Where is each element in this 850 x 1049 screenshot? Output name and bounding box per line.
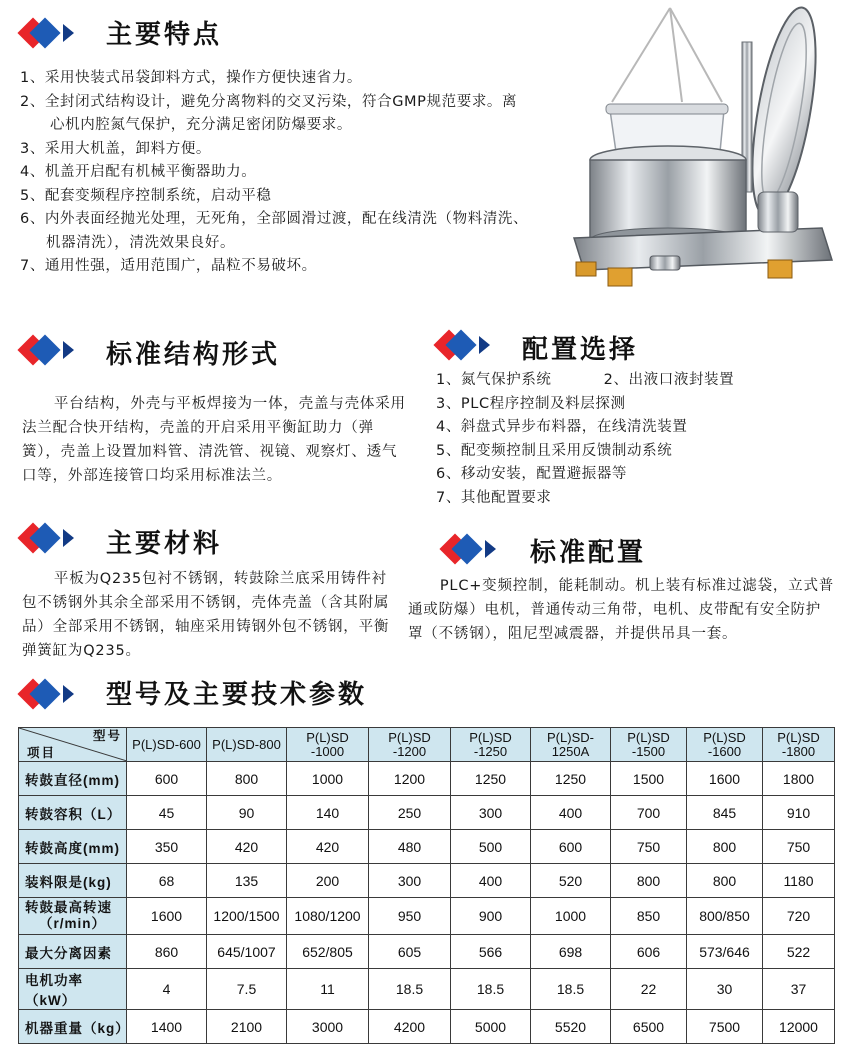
table-cell: 1200/1500 <box>207 898 287 935</box>
features-title: 主要特点 <box>106 20 223 50</box>
table-cell: 400 <box>451 864 531 898</box>
section-logo-icon <box>16 675 76 715</box>
table-row <box>19 898 835 935</box>
table-row <box>19 969 835 1010</box>
table-cell: 1200 <box>369 762 451 796</box>
option-item: 7、其他配置要求 <box>436 489 552 506</box>
model-name-line: P(L)SD <box>469 729 512 745</box>
model-header-cell <box>687 728 763 762</box>
table-cell: 1500 <box>611 762 687 796</box>
feature-item: 4、机盖开启配有机械平衡器助力。 <box>20 164 257 180</box>
table-cell: 3000 <box>287 1010 369 1044</box>
table-cell: 500 <box>451 830 531 864</box>
model-name-line: P(L)SD <box>777 729 820 745</box>
table-cell: 22 <box>611 969 687 1010</box>
table-cell: 600 <box>127 762 207 796</box>
table-cell: 845 <box>687 796 763 830</box>
feature-item: 心机内腔氮气保护，充分满足密闭防爆要求。 <box>50 117 352 133</box>
table-cell: 520 <box>531 864 611 898</box>
table-cell: 750 <box>763 830 835 864</box>
materials-text: 平板为Q235包衬不锈钢，转鼓除兰底采用铸件衬包不锈钢外其余全部采用不锈钢，壳体壳盖（含其附属品）全部采用不锈钢，轴座采用铸钢外包不锈钢，平衡弹簧缸为Q235。 <box>22 571 390 659</box>
option-item: 1、氮气保护系统 2、出液口液封装置 <box>436 372 735 388</box>
table-row <box>19 796 835 830</box>
table-cell: 1600 <box>687 762 763 796</box>
model-name-line: P(L)SD <box>627 729 670 745</box>
row-label-line: 电机功率（kW） <box>25 973 83 1008</box>
row-label-cell <box>19 935 127 969</box>
structure-title: 标准结构形式 <box>106 340 281 370</box>
row-label-line: 转鼓直径(mm) <box>25 772 120 788</box>
spec-table-body <box>19 728 835 1044</box>
options-list <box>436 369 734 510</box>
row-label-cell <box>19 762 127 796</box>
row-label-cell <box>19 830 127 864</box>
model-name-line: -1600 <box>707 743 742 759</box>
model-header-cell <box>451 728 531 762</box>
table-cell: 1250 <box>531 762 611 796</box>
model-header-cell <box>287 728 369 762</box>
table-cell: 90 <box>207 796 287 830</box>
centrifuge-machine-image <box>572 2 834 292</box>
table-cell: 18.5 <box>369 969 451 1010</box>
table-cell: 900 <box>451 898 531 935</box>
model-name-line: P(L)SD <box>388 729 431 745</box>
table-cell: 573/646 <box>687 935 763 969</box>
table-cell: 420 <box>207 830 287 864</box>
table-row <box>19 830 835 864</box>
table-cell: 1000 <box>287 762 369 796</box>
feature-item: 1、采用快装式吊袋卸料方式，操作方便快速省力。 <box>20 70 363 86</box>
table-cell: 140 <box>287 796 369 830</box>
table-header-row <box>19 728 835 762</box>
table-cell: 800 <box>207 762 287 796</box>
model-header-cell <box>127 728 207 762</box>
table-cell: 45 <box>127 796 207 830</box>
table-cell: 698 <box>531 935 611 969</box>
feature-item: 6、内外表面经抛光处理，无死角，全部圆滑过渡，配在线清洗（物料清洗、 <box>20 211 529 227</box>
table-cell: 200 <box>287 864 369 898</box>
table-cell: 1600 <box>127 898 207 935</box>
section-logo-icon <box>438 530 498 570</box>
table-cell: 1080/1200 <box>287 898 369 935</box>
table-cell: 1180 <box>763 864 835 898</box>
table-cell: 420 <box>287 830 369 864</box>
model-header-cell <box>763 728 835 762</box>
table-cell: 750 <box>611 830 687 864</box>
model-name-line: P(L)SD <box>306 729 349 745</box>
model-header-cell <box>531 728 611 762</box>
table-cell: 7.5 <box>207 969 287 1010</box>
model-header-cell <box>369 728 451 762</box>
table-cell: 4200 <box>369 1010 451 1044</box>
table-cell: 800 <box>611 864 687 898</box>
structure-text: 平台结构，外壳与平板焊接为一体，壳盖与壳体采用法兰配合快开结构，壳盖的开启采用平衡缸助力（弹簧），壳盖上设置加料管、清洗管、视镜、观察灯、透气口等，外部连接管口均采用标准法兰。 <box>22 396 406 484</box>
table-cell: 480 <box>369 830 451 864</box>
table-cell: 18.5 <box>451 969 531 1010</box>
row-label-line: 转鼓最高转速 <box>25 900 112 915</box>
corner-item-label: 项目 <box>27 746 57 760</box>
table-cell: 605 <box>369 935 451 969</box>
table-cell: 300 <box>369 864 451 898</box>
table-cell: 68 <box>127 864 207 898</box>
table-row <box>19 762 835 796</box>
section-logo-icon <box>16 14 76 54</box>
row-label-cell <box>19 864 127 898</box>
table-cell: 860 <box>127 935 207 969</box>
option-item: 4、斜盘式异步布料器，在线清洗装置 <box>436 419 688 435</box>
model-name-line: P(L)SD-600 <box>132 736 201 752</box>
table-cell: 12000 <box>763 1010 835 1044</box>
table-corner-cell <box>19 728 127 762</box>
model-header-cell <box>207 728 287 762</box>
row-label-cell <box>19 1010 130 1044</box>
section-logo-icon <box>16 331 76 371</box>
table-cell: 4 <box>127 969 207 1010</box>
row-label-cell <box>19 796 127 830</box>
table-cell: 720 <box>763 898 835 935</box>
model-header-cell <box>611 728 687 762</box>
model-name-line: -1000 <box>310 743 345 759</box>
row-label-line: 转鼓高度(mm) <box>25 840 120 856</box>
table-cell: 1250 <box>451 762 531 796</box>
model-name-line: P(L)SD- <box>547 729 594 745</box>
section-logo-icon <box>16 519 76 559</box>
table-cell: 30 <box>687 969 763 1010</box>
table-cell: 566 <box>451 935 531 969</box>
table-cell: 700 <box>611 796 687 830</box>
model-name-line: P(L)SD <box>703 729 746 745</box>
table-cell: 300 <box>451 796 531 830</box>
table-cell: 606 <box>611 935 687 969</box>
row-label-line: 转鼓容积（L） <box>25 806 122 822</box>
table-cell: 850 <box>611 898 687 935</box>
standard-text: PLC+变频控制，能耗制动。机上装有标准过滤袋，立式普通或防爆）电机，普通传动三角带，电机、皮带配有安全防护罩（不锈钢），阻尼型减震器，并提供吊具一套。 <box>408 578 835 642</box>
model-name-line: -1800 <box>781 743 816 759</box>
row-label-cell <box>19 969 127 1010</box>
table-cell: 950 <box>369 898 451 935</box>
row-label-line: 机器重量（kg） <box>25 1020 130 1036</box>
spec-table <box>18 727 835 1044</box>
table-cell: 800/850 <box>687 898 763 935</box>
feature-item: 5、配套变频程序控制系统，启动平稳 <box>20 187 272 204</box>
table-cell: 6500 <box>611 1010 687 1044</box>
row-label-line: 装料限是(kg) <box>25 874 112 890</box>
row-label-line: （r/min） <box>39 916 107 931</box>
table-cell: 37 <box>763 969 835 1010</box>
feature-item: 3、采用大机盖，卸料方便。 <box>20 140 212 157</box>
corner-model-label: 型号 <box>92 729 122 743</box>
table-cell: 652/805 <box>287 935 369 969</box>
table-cell: 2100 <box>207 1010 287 1044</box>
section-logo-icon <box>432 326 492 366</box>
feature-item: 7、通用性强，适用范围广，晶粒不易破坏。 <box>20 258 317 274</box>
model-name-line: -1250 <box>473 743 508 759</box>
table-row <box>19 1010 835 1044</box>
table-cell: 250 <box>369 796 451 830</box>
feature-item: 2、全封闭式结构设计，避免分离物料的交叉污染，符合GMP规范要求。离 <box>20 93 518 110</box>
table-cell: 800 <box>687 830 763 864</box>
table-cell: 5000 <box>451 1010 531 1044</box>
table-row <box>19 864 835 898</box>
table-cell: 1800 <box>763 762 835 796</box>
table-cell: 135 <box>207 864 287 898</box>
row-label-line: 最大分离因素 <box>25 945 112 961</box>
model-name-line: P(L)SD-800 <box>212 736 281 752</box>
table-cell: 1400 <box>127 1010 207 1044</box>
option-item: 3、PLC程序控制及料层探测 <box>436 395 626 412</box>
features-list <box>20 67 528 279</box>
model-name-line: -1500 <box>631 743 666 759</box>
table-cell: 7500 <box>687 1010 763 1044</box>
table-cell: 11 <box>287 969 369 1010</box>
table-cell: 18.5 <box>531 969 611 1010</box>
feature-item: 机器清洗），清洗效果良好。 <box>46 234 236 251</box>
table-cell: 600 <box>531 830 611 864</box>
options-title: 配置选择 <box>522 335 639 365</box>
table-cell: 350 <box>127 830 207 864</box>
table-cell: 910 <box>763 796 835 830</box>
row-label-cell <box>19 898 127 935</box>
standard-title: 标准配置 <box>530 538 647 568</box>
model-name-line: -1200 <box>392 743 427 759</box>
table-cell: 645/1007 <box>207 935 287 969</box>
table-row <box>19 935 835 969</box>
table-cell: 400 <box>531 796 611 830</box>
table-cell: 522 <box>763 935 835 969</box>
table-cell: 5520 <box>531 1010 611 1044</box>
params-title: 型号及主要技术参数 <box>106 680 368 710</box>
option-item: 5、配变频控制且采用反馈制动系统 <box>436 442 673 459</box>
materials-title: 主要材料 <box>106 529 223 559</box>
option-item: 6、移动安装，配置避振器等 <box>436 466 628 482</box>
table-cell: 800 <box>687 864 763 898</box>
model-name-line: 1250A <box>551 743 590 759</box>
table-cell: 1000 <box>531 898 611 935</box>
